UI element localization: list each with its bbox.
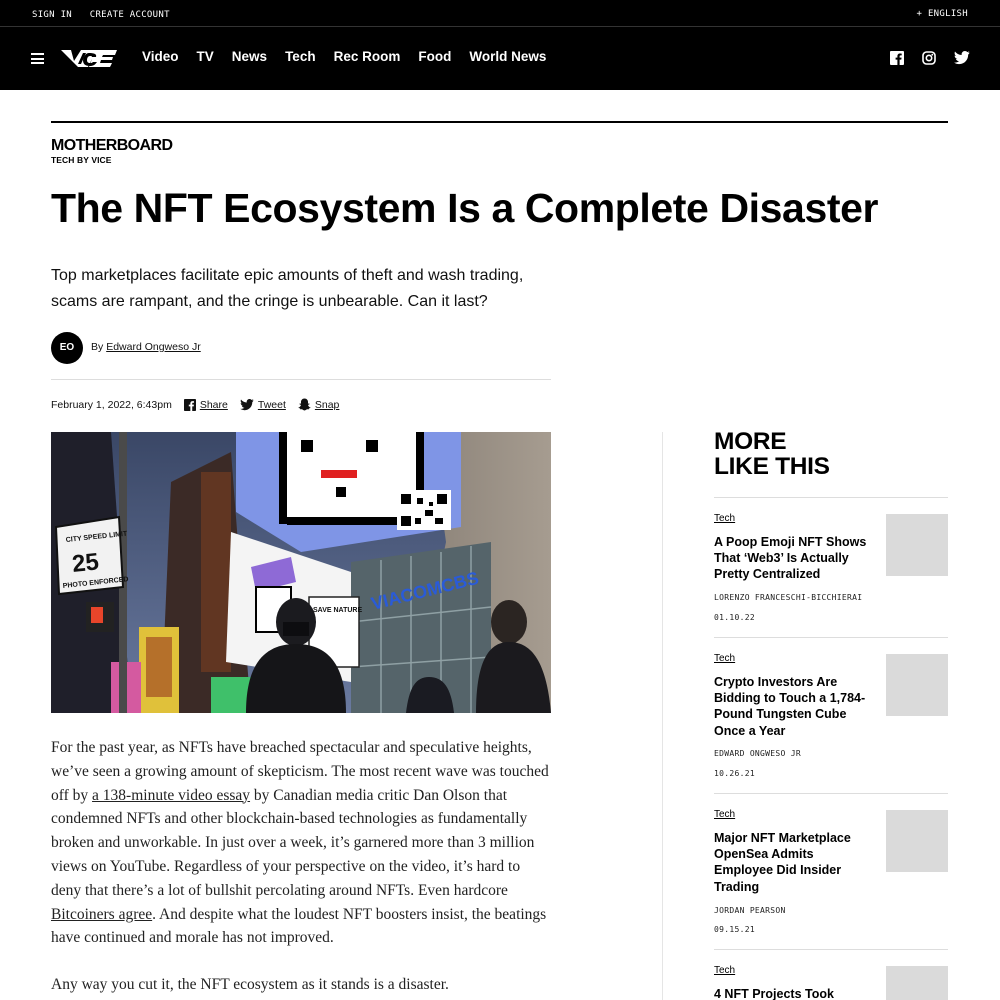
twitter-icon[interactable] <box>954 51 970 67</box>
social-links <box>890 51 970 67</box>
nav-link-world-news[interactable]: World News <box>469 49 547 64</box>
article-body <box>51 736 551 1000</box>
body-text: For the past year, as NFTs have breached spectacular and speculative heights, we’ve seen a growing amount of skepticism. The most recent wave was touched off by <box>51 739 549 804</box>
snap-label: Snap <box>314 398 340 411</box>
related-thumbnail[interactable] <box>886 654 948 716</box>
related-category-link[interactable]: Tech <box>714 965 736 976</box>
related-category-link[interactable]: Tech <box>714 809 736 820</box>
related-headline[interactable]: 4 NFT Projects Took <box>714 987 834 1000</box>
related-article-card[interactable] <box>714 497 948 638</box>
related-headline[interactable]: Crypto Investors Are Bidding to Touch a 1,784-Pound Tungsten Cube Once a Year <box>714 675 866 738</box>
hero-image <box>51 432 551 713</box>
related-headline[interactable]: A Poop Emoji NFT Shows That ‘Web3’ Is Actually Pretty Centralized <box>714 535 867 582</box>
share-facebook-button[interactable] <box>184 399 228 411</box>
bitcoiners-agree-link[interactable]: Bitcoiners agree <box>51 905 153 923</box>
heading-line: LIKE THIS <box>714 453 830 480</box>
related-date: 09.15.21 <box>714 925 755 934</box>
share-snapchat-button[interactable] <box>298 398 340 411</box>
related-category-link[interactable]: Tech <box>714 513 736 524</box>
share-label: Share <box>199 398 228 411</box>
more-like-this-heading <box>714 429 830 479</box>
language-selector[interactable]: + ENGLISH <box>916 9 968 19</box>
video-essay-link[interactable]: a 138-minute video essay <box>92 786 251 804</box>
facebook-icon <box>184 399 196 411</box>
hamburger-menu-icon[interactable] <box>31 53 44 64</box>
sign-in-link[interactable]: SIGN IN <box>32 10 73 20</box>
related-thumbnail[interactable] <box>886 514 948 576</box>
publish-date: February 1, 2022, 6:43pm <box>51 398 172 411</box>
related-article-card[interactable] <box>714 793 948 949</box>
photo-speed-sign-number: 25 <box>70 548 101 578</box>
related-author: JORDAN PEARSON <box>714 906 786 915</box>
instagram-icon[interactable] <box>922 51 938 67</box>
related-date: 10.26.21 <box>714 769 755 778</box>
column-divider <box>662 432 663 1000</box>
related-headline[interactable]: Major NFT Marketplace OpenSea Admits Employee Did Insider Trading <box>714 831 851 894</box>
nav-link-video[interactable]: Video <box>142 49 179 64</box>
account-links <box>32 10 182 20</box>
photo-billboard-text: VIACOMCBS <box>369 567 481 614</box>
related-author: EDWARD ONGWESO JR <box>714 749 801 758</box>
vice-logo[interactable] <box>59 47 119 69</box>
article-title: The NFT Ecosystem Is a Complete Disaster <box>51 185 879 231</box>
nav-link-food[interactable]: Food <box>418 49 452 64</box>
nav-link-rec-room[interactable]: Rec Room <box>333 49 401 64</box>
create-account-link[interactable]: CREATE ACCOUNT <box>89 10 170 20</box>
photo-speed-sign-bottom: PHOTO ENFORCED <box>62 576 129 590</box>
facebook-icon[interactable] <box>890 51 906 67</box>
author-link[interactable]: Edward Ongweso Jr <box>106 341 201 353</box>
photo-speed-sign-top: CITY SPEED LIMIT <box>65 530 128 544</box>
share-twitter-button[interactable] <box>240 399 286 411</box>
photo-sign-save-nature: SAVE NATURE <box>313 607 363 614</box>
nav-link-tv[interactable]: TV <box>196 49 214 64</box>
section-top-rule <box>51 121 948 123</box>
byline-prefix: By <box>91 341 104 353</box>
twitter-icon <box>240 399 254 411</box>
article-dek: Top marketplaces facilitate epic amounts of theft and wash trading, scams are rampant, and the cringe is unbearable. Can it last? <box>51 267 524 310</box>
byline <box>91 341 201 353</box>
related-date: 01.10.22 <box>714 613 755 622</box>
heading-line: MORE <box>714 428 787 455</box>
tweet-label: Tweet <box>257 398 286 411</box>
body-text: by Canadian media critic Dan Olson that condemned NFTs and other blockchain-based technologies as fundamentally broken and unworkable. In just over a week, it’s garnered more than 3 million views on YouTube. Regardless of your perspective on the video, it’s hard to deny that there’s a lot of bullshit percolating around NFTs. Even hardcore <box>51 786 535 899</box>
related-category-link[interactable]: Tech <box>714 653 736 664</box>
utility-bar <box>0 0 1000 27</box>
nav-link-tech[interactable]: Tech <box>285 49 316 64</box>
related-thumbnail[interactable] <box>886 810 948 872</box>
hero-photo <box>51 432 551 713</box>
author-avatar[interactable]: EO <box>51 332 83 364</box>
snapchat-icon <box>298 398 311 411</box>
body-text: . And despite what the loudest NFT boosters insist, the beatings have continued and morale has not improved. <box>51 905 547 947</box>
body-paragraph <box>51 736 551 950</box>
article-meta <box>51 398 351 411</box>
body-paragraph: Any way you cut it, the NFT ecosystem as it stands is a disaster. <box>51 976 449 994</box>
related-author: LORENZO FRANCESCHI-BICCHIERAI <box>714 593 863 602</box>
main-navbar <box>0 27 1000 90</box>
related-thumbnail[interactable] <box>886 966 948 1000</box>
nav-link-news[interactable]: News <box>231 49 268 64</box>
related-article-card[interactable] <box>714 949 948 1000</box>
related-article-card[interactable] <box>714 637 948 793</box>
nav-links <box>142 49 564 64</box>
motherboard-tagline: TECH BY VICE <box>51 155 112 165</box>
motherboard-logo[interactable]: MOTHERBOARD <box>51 137 173 154</box>
byline-divider <box>51 379 551 380</box>
